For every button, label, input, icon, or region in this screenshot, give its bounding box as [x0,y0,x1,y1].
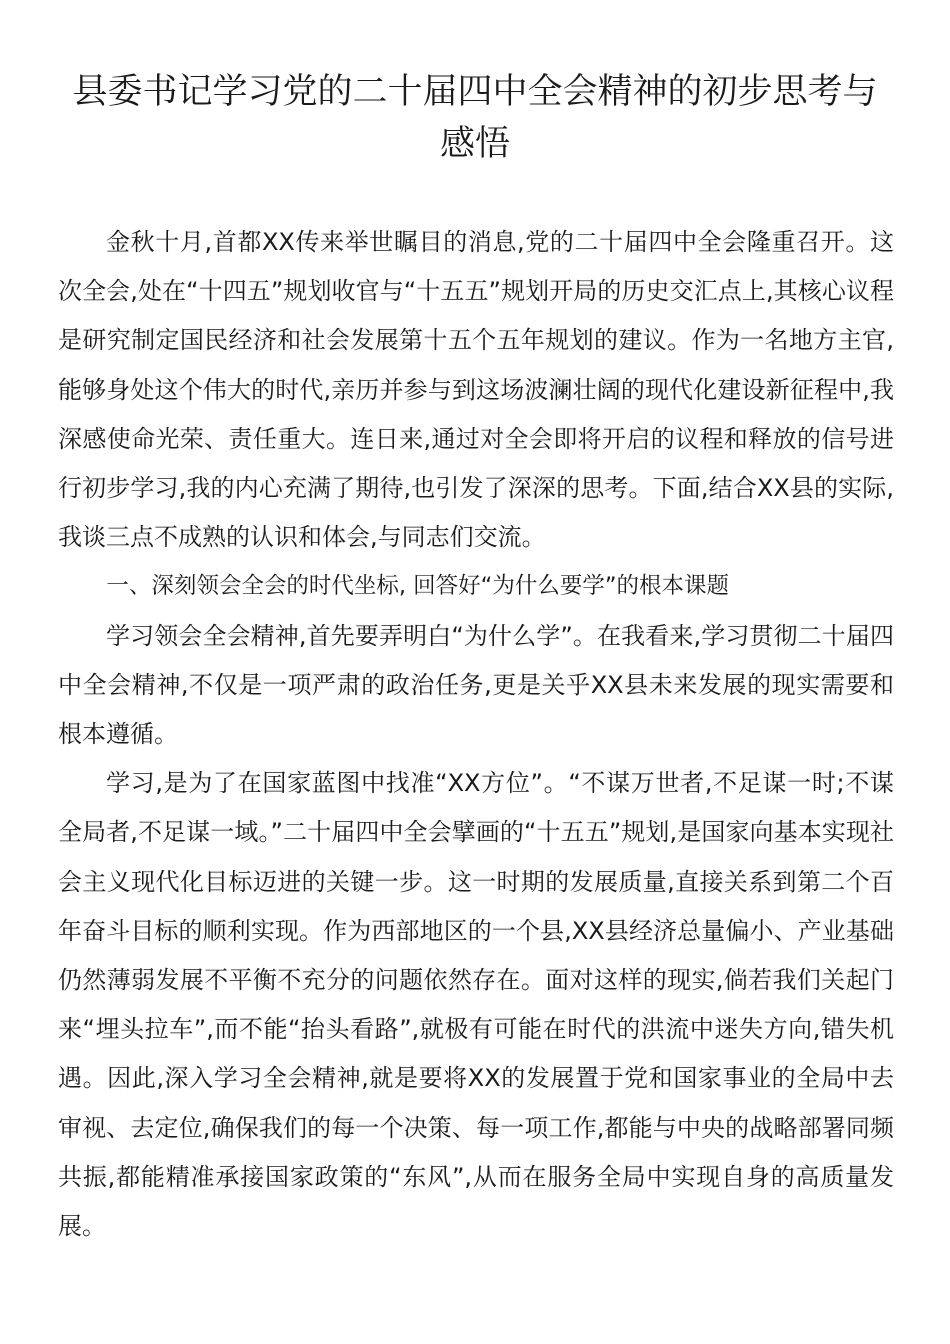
document-title: 县委书记学习党的二十届四中全会精神的初步思考与感悟 [72,72,878,164]
document-body [58,218,894,1251]
section-paragraph: 学习,是为了在国家蓝图中找准“XX方位”。“不谋万世者,不足谋一时;不谋全局者,不足谋一域。”二十届四中全会擘画的“十五五”规划,是国家向基本实现社会主义现代化目标迈进的关键一步。这一时期的发展质量,直接关系到第二个百年奋斗目标的顺利实现。作为西部地区的一个县,XX县经济总量偏小、产业基础仍然薄弱发展不平衡不充分的问题依然存在。面对这样的现实,倘若我们关起门来“埋头拉车”,而不能“抬头看路”,就极有可能在时代的洪流中迷失方向,错失机遇。因此,深入学习全会精神,就是要将XX的发展置于党和国家事业的全局中去审视、去定位,确保我们的每一个决策、每一项工作,都能与中央的战略部署同频共振,都能精准承接国家政策的“东风”,从而在服务全局中实现自身的高质量发展。 [58,769,894,1241]
intro-paragraph: 金秋十月,首都XX传来举世瞩目的消息,党的二十届四中全会隆重召开。这次全会,处在“十四五”规划收官与“十五五”规划开局的历史交汇点上,其核心议程是研究制定国民经济和社会发展第十五个五年规划的建议。作为一名地方主官,能够身处这个伟大的时代,亲历并参与到这场波澜壮阔的现代化建设新征程中,我深感使命光荣、责任重大。连日来,通过对全会即将开启的议程和释放的信号进行初步学习,我的内心充满了期待,也引发了深深的思考。下面,结合XX县的实际,我谈三点不成熟的认识和体会,与同志们交流。 [58,228,894,552]
section-heading: 一、深刻领会全会的时代坐标, 回答好“为什么要学”的根本课题 [106,573,729,600]
section-paragraph: 学习领会全会精神,首先要弄明白“为什么学”。在我看来,学习贯彻二十届四中全会精神,不仅是一项严肃的政治任务,更是关乎XX县未来发展的现实需要和根本遵循。 [58,621,894,749]
